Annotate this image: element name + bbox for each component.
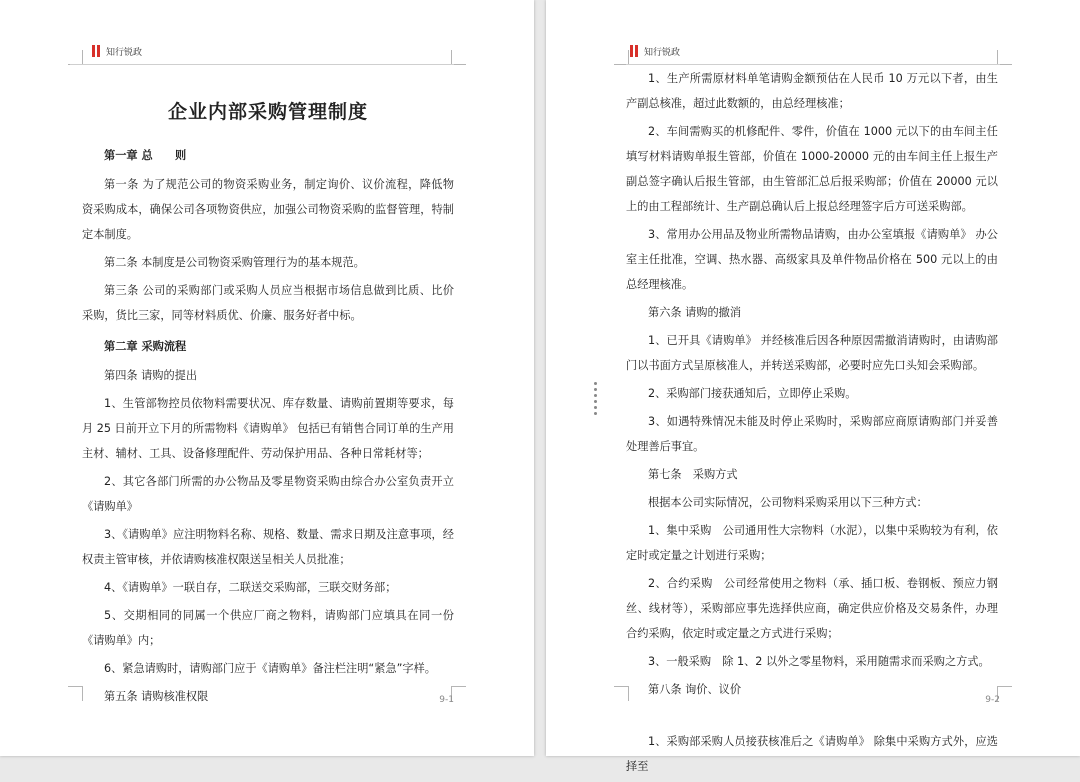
brand-logo-icon [630, 45, 640, 57]
paragraph: 3、如遇特殊情况未能及时停止采购时，采购部应商原请购部门并妥善处理善后事宜。 [626, 415, 998, 453]
paragraph: 6、紧急请购时，请购部门应于《请购单》备注栏注明“紧急”字样。 [104, 662, 436, 675]
section-heading: 第四条 请购的提出 [104, 369, 198, 382]
page-2-body [626, 66, 998, 782]
paragraph: 1、生产所需原材料单笔请购金额预估在人民币 10 万元以下者，由生产副总核准，超过此数额的，由总经理核准； [626, 72, 998, 110]
paragraph: 2、合约采购 公司经常使用之物料（承、插口板、卷钢板、预应力钢丝、线材等），采购部应事先选择供应商，确定供应价格及交易条件，办理合约采购，依定时或定量之方式进行采购； [626, 577, 998, 640]
page-number: 9-1 [439, 695, 454, 705]
header-brand-text: 知行锐政 [644, 47, 681, 58]
page-1-body [82, 70, 454, 712]
header-divider [626, 64, 1000, 65]
margin-corner-mark [451, 50, 466, 65]
paragraph: 2、其它各部门所需的办公物品及零星物资采购由综合办公室负责开立《请购单》 [82, 475, 454, 513]
margin-corner-mark [997, 50, 1012, 65]
paragraph: 1、采购部采购人员接获核准后之《请购单》 除集中采购方式外，应选择至 [626, 735, 998, 773]
paragraph: 第一条 为了规范公司的物资采购业务，制定询价、议价流程，降低物资采购成本，确保公司各项物资供应，加强公司物资采购的监督管理，特制定本制度。 [82, 178, 454, 241]
margin-corner-mark [614, 50, 629, 65]
header-divider [70, 64, 454, 65]
document-title: 企业内部采购管理制度 [167, 101, 368, 123]
chapter-heading: 第一章 总 则 [104, 149, 187, 162]
brand-logo-icon [92, 45, 102, 57]
paragraph: 第三条 公司的采购部门或采购人员应当根据市场信息做到比质、比价采购，货比三家，同等材料质优、价廉、服务好者中标。 [82, 284, 454, 322]
paragraph: 第二条 本制度是公司物资采购管理行为的基本规范。 [104, 256, 365, 269]
paragraph: 3、《请购单》应注明物料名称、规格、数量、需求日期及注意事项，经权责主管审核，并依请购核准权限送呈相关人员批准； [82, 528, 454, 566]
margin-corner-mark [68, 50, 83, 65]
chapter-heading: 第二章 采购流程 [104, 340, 187, 353]
paragraph: 根据本公司实际情况，公司物料采购采用以下三种方式： [648, 496, 928, 509]
section-heading: 第七条 采购方式 [648, 468, 738, 481]
page-header [630, 44, 680, 58]
paragraph: 3、常用办公用品及物业所需物品请购，由办公室填报《请购单》 办公室主任批准，空调、热水器、高级家具及单件物品价格在 500 元以上的由总经理核准。 [626, 228, 998, 291]
paragraph: 3、一般采购 除 1、2 以外之零星物料，采用随需求而采购之方式。 [648, 655, 990, 668]
paragraph: 2、车间需购买的机修配件、零件，价值在 1000 元以下的由车间主任填写材料请购单报生管部，价值在 1000-20000 元的由车间主任上报生产副总签字确认后报生管部，由生管部汇总后报采购部；价值在 20000 元以上的由工程部统计、生产副总确认后上报总经理签字后方可送采购部。 [626, 125, 998, 213]
paragraph: 1、生管部物控员依物料需要状况、库存数量、请购前置期等要求，每月 25 日前开立下月的所需物料《请购单》 包括已有销售合同订单的生产用主材、辅材、工具、设备修理配件、劳动保护用品、各种日常耗材等； [82, 397, 454, 460]
section-heading: 第六条 请购的撤消 [648, 306, 742, 319]
paragraph: 2、采购部门接获通知后，立即停止采购。 [648, 387, 857, 400]
paragraph: 4、《请购单》一联自存，二联送交采购部，三联交财务部； [104, 581, 397, 594]
section-heading: 第八条 询价、议价 [648, 683, 742, 696]
paragraph: 1、集中采购 公司通用性大宗物料（水泥），以集中采购较为有利，依定时或定量之计划进行采购； [626, 524, 998, 562]
paragraph: 5、交期相同的同属一个供应厂商之物料，请购部门应填具在同一份《请购单》内； [82, 609, 454, 647]
section-heading: 第五条 请购核准权限 [104, 690, 209, 703]
paragraph: 1、已开具《请购单》 并经核准后因各种原因需撤消请购时，由请购部门以书面方式呈原核准人，并转送采购部，必要时应先口头知会采购部。 [626, 334, 998, 372]
page-header [92, 44, 142, 58]
page-number: 9-2 [985, 695, 1000, 705]
header-brand-text: 知行锐政 [106, 47, 143, 58]
drag-handle-icon[interactable] [594, 382, 602, 418]
margin-corner-mark [68, 686, 83, 701]
